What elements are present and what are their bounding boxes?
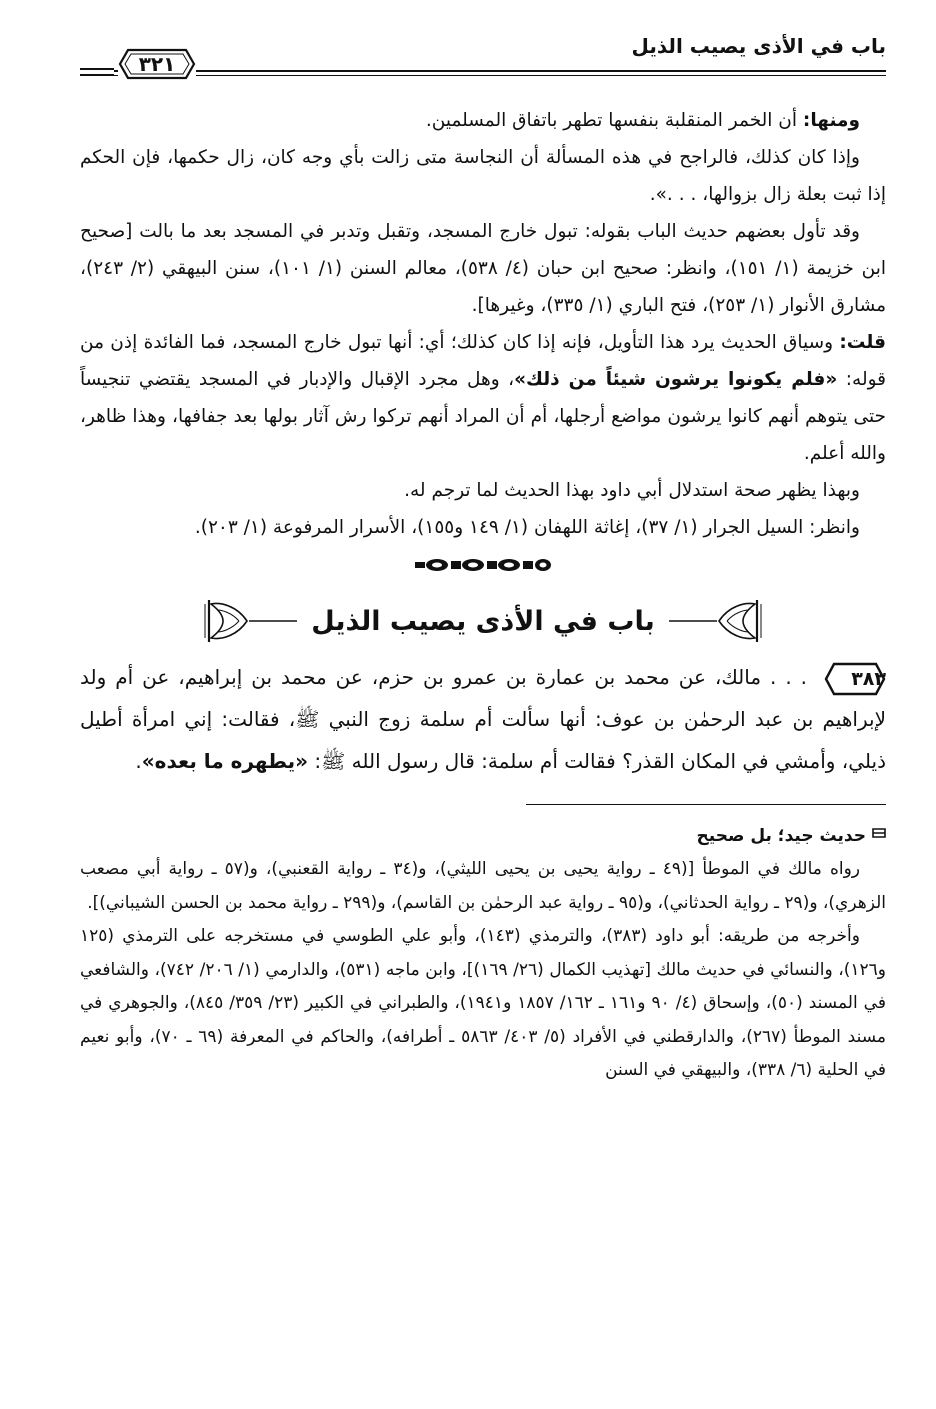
hadith-number-badge (824, 662, 886, 696)
footnotes (80, 819, 886, 1088)
hadith-quote: «يطهره ما بعده» (141, 749, 309, 773)
header-left-dash (80, 64, 114, 78)
chapter-title: باب في الأذى يصيب الذيل (311, 605, 655, 637)
heading-flourish-right-icon (667, 596, 763, 646)
paragraph (80, 102, 886, 139)
paragraph: وقد تأول بعضهم حديث الباب بقوله: تبول خارج المسجد، وتقبل وتدبر في المسجد بعد ما بالت [صحيح ابن خزيمة (١/ ١٥١)، وانظر: صحيح ابن حبان (٤/ ٥٣٨)، معالم السنن (١/ ١٠١)، سنن البيهقي (٢/ ٢٤٣)، مشارق الأنوار (١/ ٢٥٣)، فتح الباري (١/ ٣٣٥)، وغيرها]. (80, 221, 886, 316)
heading-flourish-left-icon (203, 596, 299, 646)
paragraph: وانظر: السيل الجرار (١/ ٣٧)، إغاثة اللهفان (١/ ١٤٩ و١٥٥)، الأسرار المرفوعة (١/ ٢٠٣). (194, 517, 860, 538)
paragraph-lead: قلت: (839, 332, 886, 353)
hadith-text (80, 656, 886, 782)
header-rule (80, 70, 886, 72)
ornament-divider (80, 550, 886, 580)
hadith-body: . . . مالك، عن محمد بن عمارة بن عمرو بن حزم، عن محمد بن إبراهيم، عن أم ولد لإبراهيم بن عبد الرحمٰن بن عوف: أنها سألت أم سلمة زوج النبي ﷺ، فقالت: إني امرأة أطيل ذيلي، وأمشي في المكان القذر؟ فقالت أم سلمة: قال رسول الله ﷺ: (80, 665, 886, 773)
paragraph: وبهذا يظهر صحة استدلال أبي داود بهذا الحديث لما ترجم له. (404, 480, 860, 501)
page-number: ٣٢١ (138, 52, 176, 76)
grade-text: حديث جيد؛ بل صحيح (696, 825, 866, 846)
footnote-separator (526, 804, 886, 805)
paragraph-lead: ومنها: (802, 110, 860, 131)
footnote-paragraph: وأخرجه من طريقه: أبو داود (٣٨٣)، والترمذي (١٤٣)، وأبو علي الطوسي في مستخرجه على الترمذي (١٢٥ و١٢٦)، والنسائي في حديث مالك [تهذيب الكمال (٢٦/ ١٦٩)]، وابن ماجه (٥٣١)، والدارمي (١/ ٢٠٦/ ٧٤٢)، والشافعي في المسند (٥٠)، وإسحاق (٤/ ٩٠ و١٦١ ـ ١٦٢/ ١٨٥٧ و١٩٤١)، والطبراني في الكبير (٢٣/ ٣٥٩/ ٨٤٥)، والجوهري في مسند الموطأ (٢٦٧)، والدارقطني في الأفراد (٥/ ٤٠٣/ ٥٨٦٣ ـ أطرافه)، والحاكم في المعرفة (٦٩ ـ ٧٠)، وأبو نعيم في الحلية (٦/ ٣٣٨)، والبيهقي في السنن (80, 926, 886, 1081)
footnote-paragraph: رواه مالك في الموطأ [(٤٩ ـ رواية يحيى بن يحيى الليثي)، و(٣٤ ـ رواية القعنبي)، و(٥٧ ـ رواية أبي مصعب الزهري)، و(٢٩ ـ رواية الحدثاني)، و(٩٥ ـ رواية عبد الرحمٰن بن القاسم)، و(٢٩٩ ـ رواية محمد بن الحسن الشيباني)]. (80, 859, 886, 913)
grade-bullet-icon (872, 819, 886, 853)
hadith-end: . (135, 749, 142, 773)
ornament-icon (413, 555, 553, 575)
hadith-number: ٣٨٣ (851, 667, 886, 690)
paragraph (80, 324, 886, 472)
quoted-phrase: «فلم يكونوا يرشون شيئاً من ذلك» (514, 369, 838, 390)
paragraph-text: وسياق الحديث يرد هذا التأويل، فإنه إذا كان كذلك؛ أي: أنها تبول خارج المسجد، فما الفائدة إذن من قوله: (80, 332, 886, 390)
paragraph: وإذا كان كذلك، فالراجح في هذه المسألة أن النجاسة متى زالت بأي وجه كان، زال حكمها، فإن الحكم إذا ثبت بعلة زال بزوالها، . . .». (80, 147, 886, 205)
chapter-heading (80, 590, 886, 652)
main-text (80, 102, 886, 546)
running-header (80, 34, 886, 82)
book-page (80, 34, 886, 1374)
paragraph-text: ، وهل مجرد الإقبال والإدبار في المسجد يقتضي تنجيساً حتى يتوهم أنهم كانوا يرشون مواضع أرجلها، أم أن المراد أنهم تركوا رش آثار بولها بعد جفافها، وهذا ظاهر، والله أعلم. (80, 369, 886, 464)
running-title: باب في الأذى يصيب الذيل (631, 34, 886, 58)
hadith-grade (80, 819, 886, 853)
header-rule-thin (80, 75, 886, 76)
page-number-frame (118, 46, 196, 82)
paragraph-text: أن الخمر المنقلبة بنفسها تطهر باتفاق المسلمين. (425, 110, 803, 131)
